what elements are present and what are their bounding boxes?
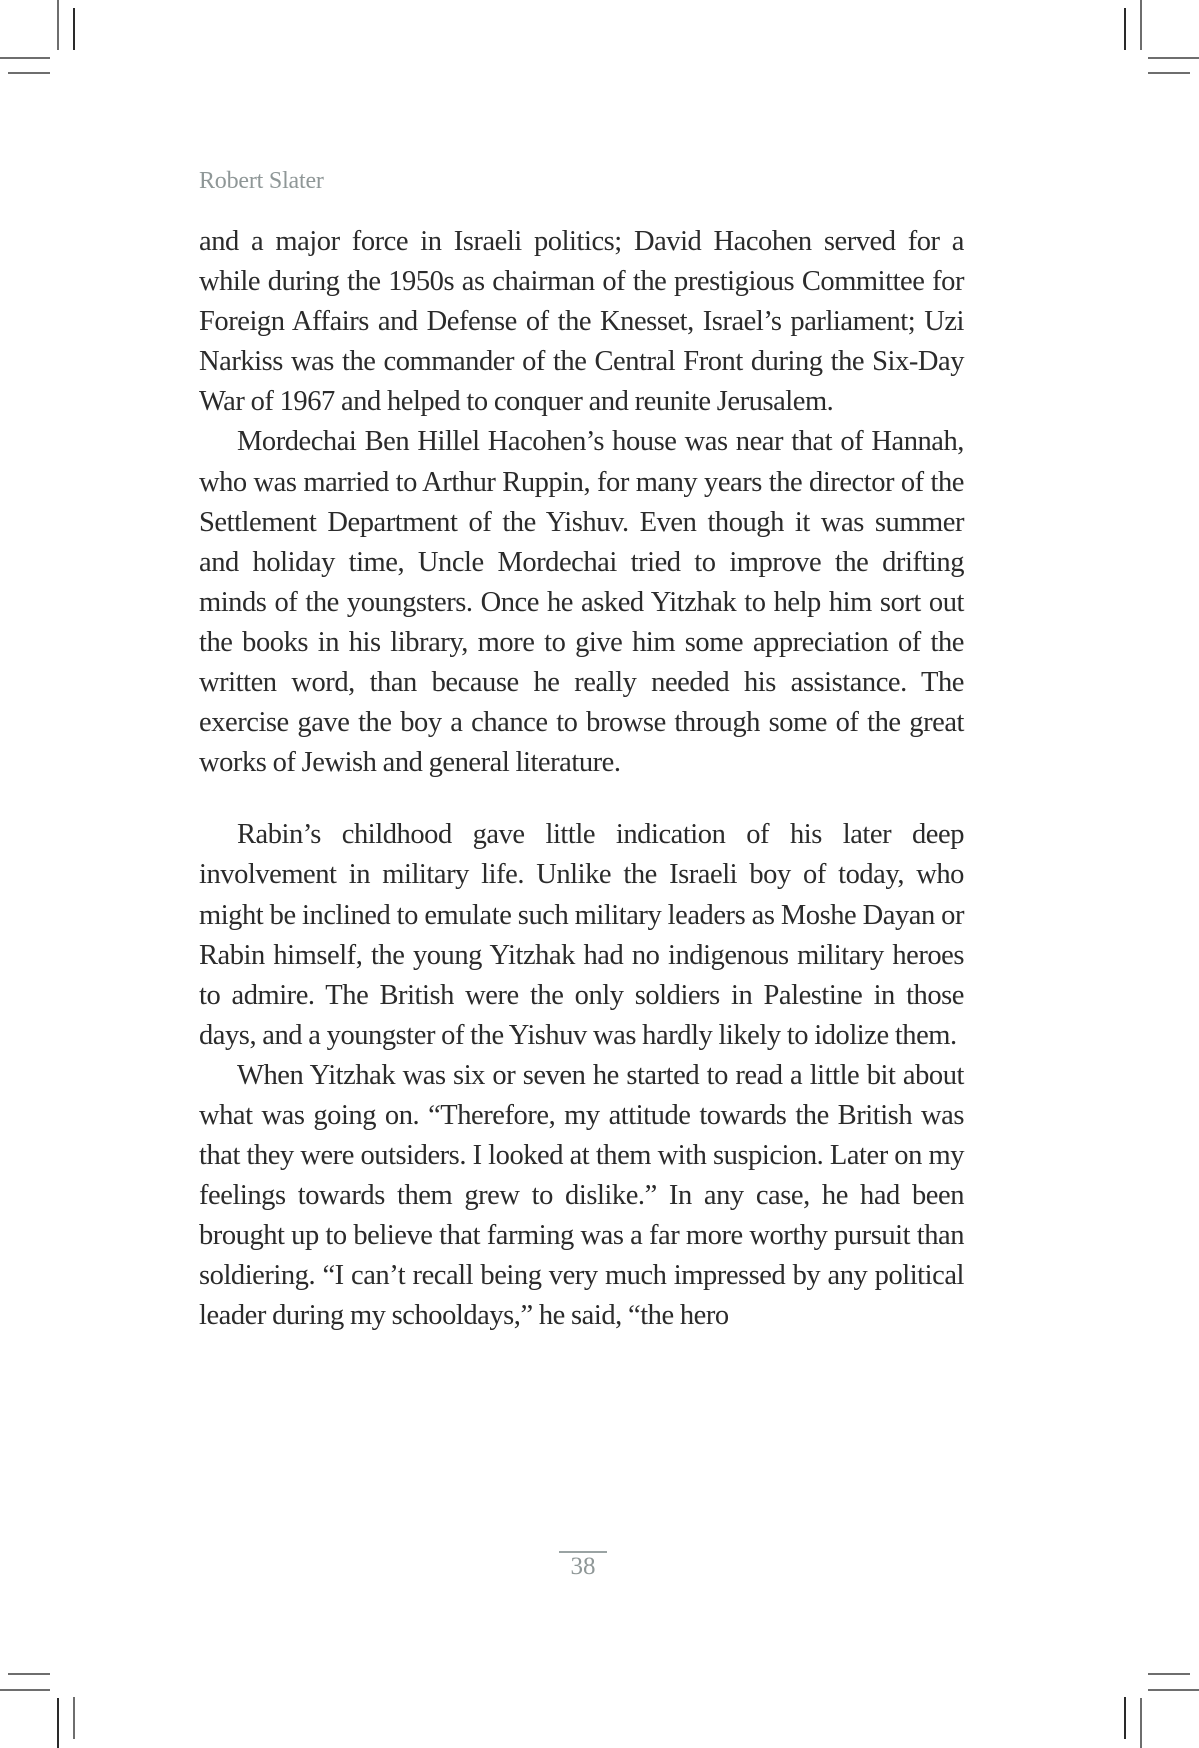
crop-mark-bottom-right-vertical-outer: [1140, 1698, 1142, 1748]
crop-mark-bottom-right-vertical-inner: [1124, 1697, 1126, 1739]
crop-mark-bottom-right-horizontal-outer: [1148, 1689, 1199, 1691]
crop-mark-top-left-vertical-outer: [57, 0, 59, 50]
crop-mark-top-right-vertical-inner: [1124, 8, 1126, 50]
paragraph: When Yitzhak was six or seven he started to read a little bit about what was going on. “Therefore, my attitude towards the British was that they were outsiders. I looked at them with suspicion. Later on my feelings towards them grew to dislike.” In any case, he had been brought up to believe that farming was a far more worthy pursuit than soldiering. “I can’t recall being very much impressed by any political leader during my schooldays,” he said, “the hero: [199, 1059, 964, 1332]
crop-mark-top-left-horizontal-inner: [8, 72, 50, 74]
crop-mark-bottom-left-horizontal-inner: [8, 1673, 50, 1675]
page-number: 38: [570, 1553, 596, 1580]
crop-mark-bottom-left-vertical-inner: [73, 1697, 75, 1739]
body-text: [199, 222, 964, 1337]
paragraph: Rabin’s childhood gave little indication of his later deep involvement in military life. Unlike the Israeli boy of today, who might be inclined to emulate such military leaders as Moshe Dayan or Rabin himself, the young Yitzhak had no indigenous military heroes to admire. The British were the only soldiers in Palestine in those days, and a youngster of the Yishuv was hardly likely to idolize them.: [199, 819, 964, 1051]
crop-mark-top-right-vertical-outer: [1140, 0, 1142, 50]
paragraph: Mordechai Ben Hillel Hacohen’s house was near that of Hannah, who was married to Arthur Ruppin, for many years the director of the Settlement Department of the Yishuv. Even though it was summer and holiday time, Uncle Mordechai tried to improve the drifting minds of the youngsters. Once he asked Yitzhak to help him sort out the books in his library, more to give him some appreciation of the written word, than because he really needed his assistance. The exercise gave the boy a chance to browse through some of the great works of Jewish and general literature.: [199, 426, 964, 779]
running-head-author: Robert Slater: [199, 168, 324, 194]
crop-mark-top-right-horizontal-inner: [1148, 72, 1190, 74]
crop-mark-top-left-horizontal-outer: [0, 57, 50, 59]
crop-mark-top-left-vertical-inner: [73, 8, 75, 50]
crop-mark-bottom-right-horizontal-inner: [1148, 1673, 1190, 1675]
paragraph: and a major force in Israeli politics; David Hacohen served for a while during the 1950s as chairman of the prestigious Committee for Foreign Affairs and Defense of the Knesset, Israel’s parliament; Uzi Narkiss was the commander of the Central Front during the Six-Day War of 1967 and helped to conquer and reunite Jerusalem.: [199, 226, 964, 418]
crop-mark-bottom-left-horizontal-outer: [0, 1689, 50, 1691]
crop-mark-bottom-left-vertical-outer: [57, 1698, 59, 1748]
crop-mark-top-right-horizontal-outer: [1148, 57, 1199, 59]
